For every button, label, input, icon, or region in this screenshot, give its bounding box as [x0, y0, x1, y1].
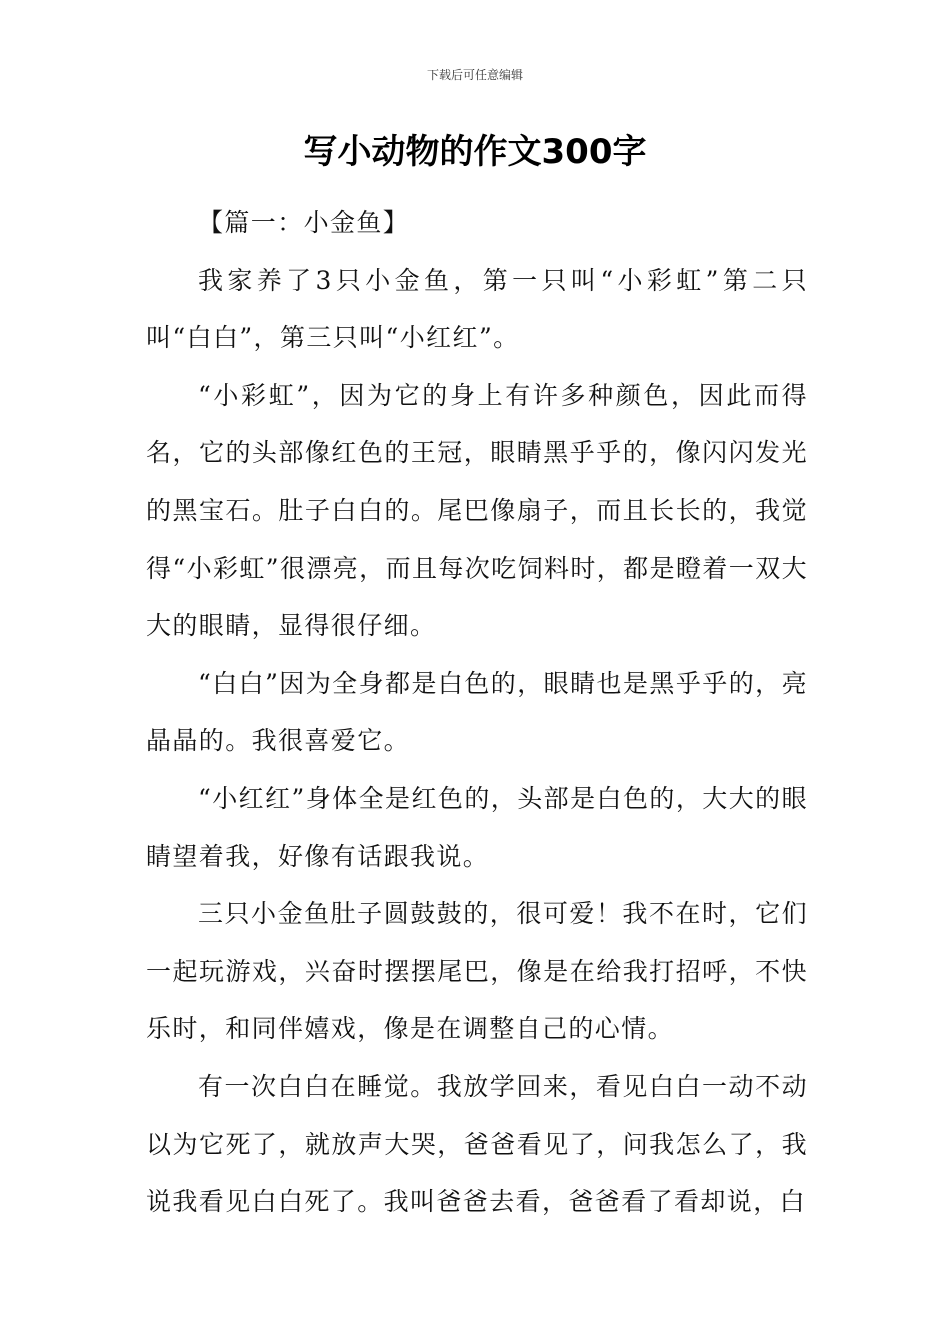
document-title: 写小动物的作文300字 [303, 132, 647, 172]
paragraph: 我家养了3只小金鱼，第一只叫“小彩虹”第二只叫“白白”，第三只叫“小红红”。 [146, 265, 808, 353]
document-body [146, 194, 808, 1231]
paragraph: “白白”因为全身都是白色的，眼睛也是黑乎乎的，亮晶晶的。我很喜爱它。 [146, 668, 808, 756]
paragraph: 三只小金鱼肚子圆鼓鼓的，很可爱！我不在时，它们一起玩游戏，兴奋时摆摆尾巴，像是在给我打招呼，不快乐时，和同伴嬉戏，像是在调整自己的心情。 [146, 899, 808, 1044]
header-note: 下载后可任意编辑 [426, 68, 523, 82]
paragraph: 有一次白白在睡觉。我放学回来，看见白白一动不动以为它死了，就放声大哭，爸爸看见了，问我怎么了，我说我看见白白死了。我叫爸爸去看，爸爸看了看却说，白 [146, 1071, 808, 1217]
paragraph: “小彩虹”，因为它的身上有许多种颜色，因此而得名，它的头部像红色的王冠，眼睛黑乎乎的，像闪闪发光的黑宝石。肚子白白的。尾巴像扇子，而且长长的，我觉得“小彩虹”很漂亮，而且每次吃饲料时，都是瞪着一双大大的眼睛，显得很仔细。 [146, 380, 808, 641]
section-heading: 【篇一：小金鱼】 [198, 208, 410, 237]
paragraph: “小红红”身体全是红色的，头部是白色的，大大的眼睛望着我，好像有话跟我说。 [146, 783, 808, 871]
